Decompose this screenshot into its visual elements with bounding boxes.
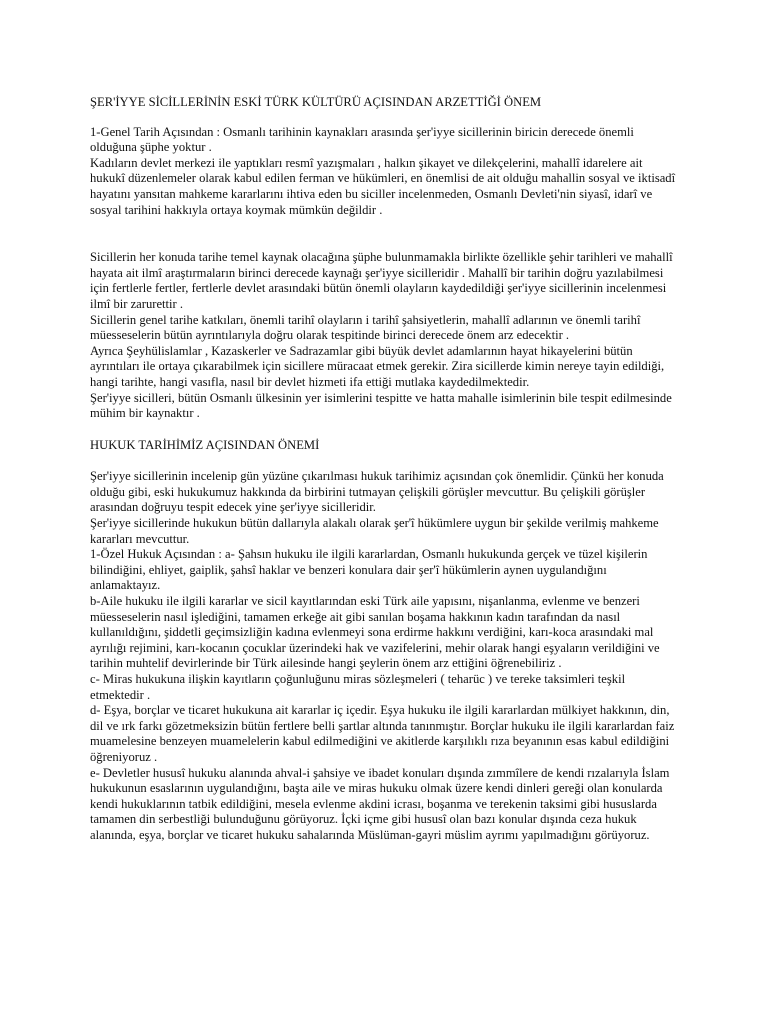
spacer — [90, 453, 680, 469]
document-page — [90, 95, 680, 844]
document-title: ŞER'İYYE SİCİLLERİNİN ESKİ TÜRK KÜLTÜRÜ AÇISINDAN ARZETTİĞİ ÖNEM — [90, 95, 542, 109]
spacer — [90, 218, 680, 250]
section-heading-law-history: HUKUK TARİHİMİZ AÇISINDAN ÖNEMİ — [90, 437, 320, 452]
paragraph-local-history: Sicillerin her konuda tarihe temel kaynak olacağına şüphe bulunmamakla birlikte özellikle şehir tarihleri ve mahallî hayata ait ilmî araştırmaların birinci derecede kaynağı şer'iyye sicilleridir . Mahallî bir tarihin doğru yazılabilmesi için fertlerle fertler, fertlerle devlet arasındaki bütün önemli olayların kaydedildiği şer'iyye sicillerinin incelenmesi ilmî bir zarurettir . Sicillerin genel tarihe katkıları, önemli tarihî olayların i tarihî şahsiyetlerin, mahallî adlarının ve önemli tarihî müesseselerin bütün ayrıntılarıyla doğru olarak tespitinde birinci derecede önem arz edecektir . Ayrıca Şeyhülislamlar , Kazaskerler ve Sadrazamlar gibi büyük devlet adamlarının hayat hikayelerini bütün ayrıntıları ile ortaya çıkarabilmek için sicillere müracaat etmek gerekir. Zira sicillerde kimin nereye tayin edildiği, hangi tarihte, hangi vasıfla, nasıl bir devlet hizmeti ifa ettiği mutlaka kaydedilmektedir. Şer'iyye sicilleri, bütün Osmanlı ülkesinin yer isimlerini tespitte ve hatta mahalle isimlerinin bile tespit edilmesinde mühim bir kaynaktır . — [90, 250, 673, 421]
paragraph-general-history: 1-Genel Tarih Açısından : Osmanlı tarihinin kaynakları arasında şer'iyye sicillerinin biricin derecede önemli olduğuna şüphe yoktur . Kadıların devlet merkezi ile yaptıkları resmî yazışmaları , halkın şikayet ve dilekçelerini, mahallî idarelere ait hukukî düzenlemeler olarak kabul edilen ferman ve hükümleri, en önemlisi de ait olduğu mahallin sosyal ve iktisadî hayatını yansıtan mahkeme kararlarını ihtiva eden bu siciller incelenmeden, Osmanlı Devleti'nin siyasî, idarî ve sosyal tarihini hakkıyla ortaya koymak mümkün değildir . — [90, 124, 676, 217]
paragraph-law-history: Şer'iyye sicillerinin incelenip gün yüzüne çıkarılması hukuk tarihimiz açısından çok önemlidir. Çünkü her konuda olduğu gibi, eski hukukumuz hakkında da birbirini tutmayan çelişkili görüşler mevcuttur. Bu çelişkili görüşler arasından doğruyu tespit edecek yine şer'iyye sicilleridir. Şer'iyye sicillerinde hukukun bütün dallarıyla alakalı olarak şer'î hükümlere uygun bir şekilde verilmiş mahkeme kararları mevcuttur. 1-Özel Hukuk Açısından : a- Şahsın hukuku ile ilgili kararlardan, Osmanlı hukukunda gerçek ve tüzel kişilerin bilindiğini, ehliyet, gaiplik, şahsî haklar ve benzeri konulara dair şer'î hükümlerin aynen uygulandığını anlamaktayız. b-Aile hukuku ile ilgili kararlar ve sicil kayıtlarından eski Türk aile yapısını, nişanlanma, evlenme ve benzeri müesseselerin nasıl işlediğini, tamamen erkeğe ait gibi sanılan boşama hakkının kadın tarafından da nasıl kullanıldığını, şiddetli geçimsizliğin kadına evlenmeyi sona erdirme hakkını verdiğini, karı-koca arasındaki mal ayrılığı rejimini, karı-kocanın çocuklar üzerindeki hak ve vazifelerini, mehir olarak hangi eşyaların verildiğini ve tarihin muhtelif devirlerinde bir Türk ailesinde hangi şeylerin önem arz ettiğini öğrenebiliriz . c- Miras hukukuna ilişkin kayıtların çoğunluğunu miras sözleşmeleri ( teharüc ) ve tereke taksimleri teşkil etmektedir . d- Eşya, borçlar ve ticaret hukukuna ait kararlar iç içedir. Eşya hukuku ile ilgili kararlardan mülkiyet hakkının, din, dil ve ırk farkı gözetmeksizin bütün fertlere belli şartlar altında tanınmıştır. Borçlar hukuku ile ilgili kararlardan faiz muamelesine benzeyen muamelelerin kabul edilmediğini ve akitlerde karşılıklı rıza beyanının esas kabul edildiğini öğreniyoruz . e- Devletler hususî hukuku alanında ahval-i şahsiye ve ibadet konuları dışında zımmîlere de kendi rızalarıyla İslam hukukunun esaslarının uygulandığını, başta aile ve miras hukuku olmak üzere kendi dinleri gereği olan konularda kendi hukuklarının tatbik edildiğini, mesela evlenme akdini icrası, boşanma ve terekenin taksimi gibi hususlarda tamamen din serbestliği bulunduğunu görüyoruz. İçki içme gibi hususî olan bazı konular dışında ceza hukuk alanında, eşya, borçlar ve ticaret hukuku sahalarında Müslüman-gayri müslim ayrımı yapılmadığını görüyoruz. — [90, 469, 675, 842]
spacer — [90, 111, 680, 125]
spacer — [90, 422, 680, 438]
